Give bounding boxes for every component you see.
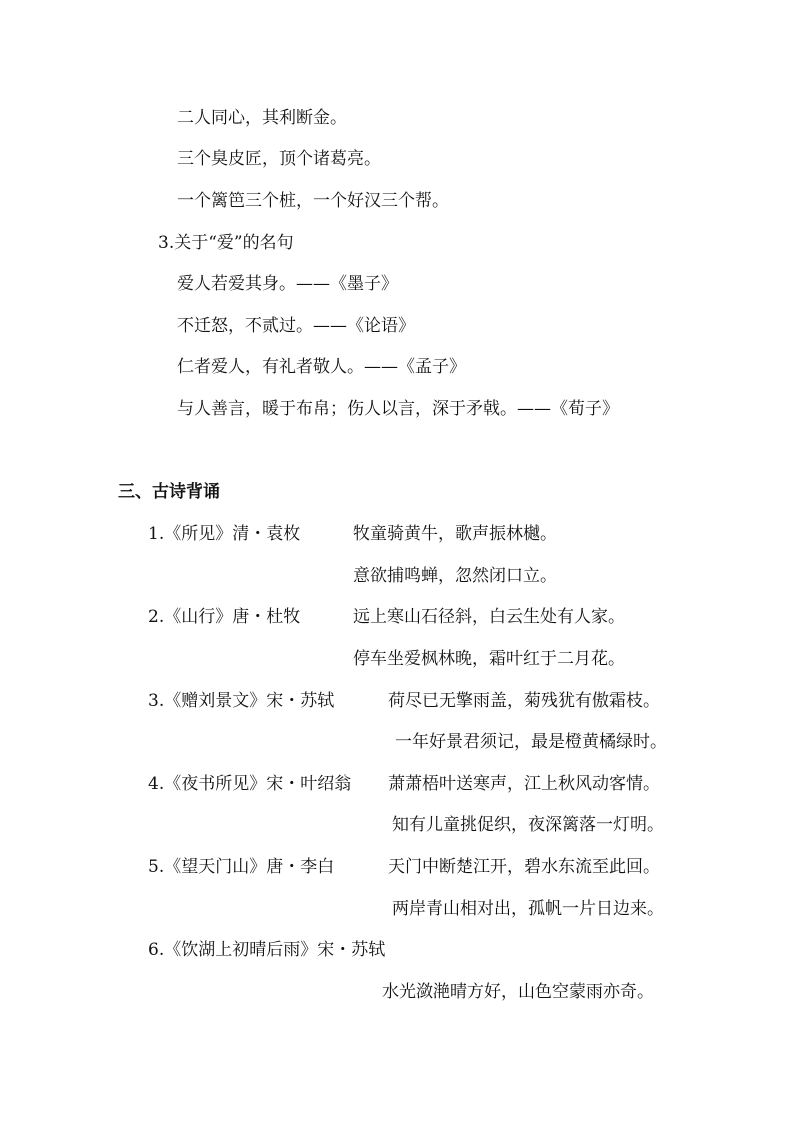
proverb-line: 一个篱笆三个桩，一个好汉三个帮。 bbox=[177, 191, 449, 211]
poem-title: 3.《赠刘景文》宋・苏轼 bbox=[148, 691, 335, 711]
love-quote: 不迁怒，不贰过。——《论语》 bbox=[177, 316, 415, 336]
poem-line: 远上寒山石径斜，白云生处有人家。 bbox=[353, 607, 625, 627]
poem-line: 萧萧梧叶送寒声，江上秋风动客情。 bbox=[388, 774, 660, 794]
love-quote: 爱人若爱其身。——《墨子》 bbox=[177, 274, 398, 294]
poem-line: 荷尽已无擎雨盖，菊残犹有傲霜枝。 bbox=[388, 691, 660, 711]
poem-line: 一年好景君须记，最是橙黄橘绿时。 bbox=[395, 732, 667, 752]
poem-line: 天门中断楚江开，碧水东流至此回。 bbox=[388, 857, 660, 877]
poem-line: 水光潋滟晴方好，山色空蒙雨亦奇。 bbox=[382, 982, 654, 1002]
proverb-line: 三个臭皮匠，顶个诸葛亮。 bbox=[177, 149, 381, 169]
love-quote: 仁者爱人，有礼者敬人。——《孟子》 bbox=[177, 357, 466, 377]
poem-title: 2.《山行》唐・杜牧 bbox=[148, 607, 301, 627]
poem-line: 停车坐爱枫林晚，霜叶红于二月花。 bbox=[353, 649, 625, 669]
poem-title: 6.《饮湖上初晴后雨》宋・苏轼 bbox=[148, 940, 386, 960]
subsection-heading-love: 3.关于“爱”的名句 bbox=[158, 233, 294, 253]
poem-line: 知有儿童挑促织，夜深篱落一灯明。 bbox=[392, 815, 664, 835]
proverb-line: 二人同心，其利断金。 bbox=[177, 108, 347, 128]
love-quote: 与人善言，暖于布帛；伤人以言，深于矛戟。——《荀子》 bbox=[177, 399, 619, 419]
poem-title: 1.《所见》清・袁枚 bbox=[148, 524, 301, 544]
poem-title: 4.《夜书所见》宋・叶绍翁 bbox=[148, 774, 352, 794]
poem-title: 5.《望天门山》唐・李白 bbox=[148, 857, 335, 877]
poem-line: 意欲捕鸣蝉，忽然闭口立。 bbox=[353, 566, 557, 586]
section-heading-poems: 三、古诗背诵 bbox=[118, 482, 220, 502]
poem-line: 两岸青山相对出，孤帆一片日边来。 bbox=[392, 899, 664, 919]
poem-line: 牧童骑黄牛，歌声振林樾。 bbox=[353, 524, 557, 544]
